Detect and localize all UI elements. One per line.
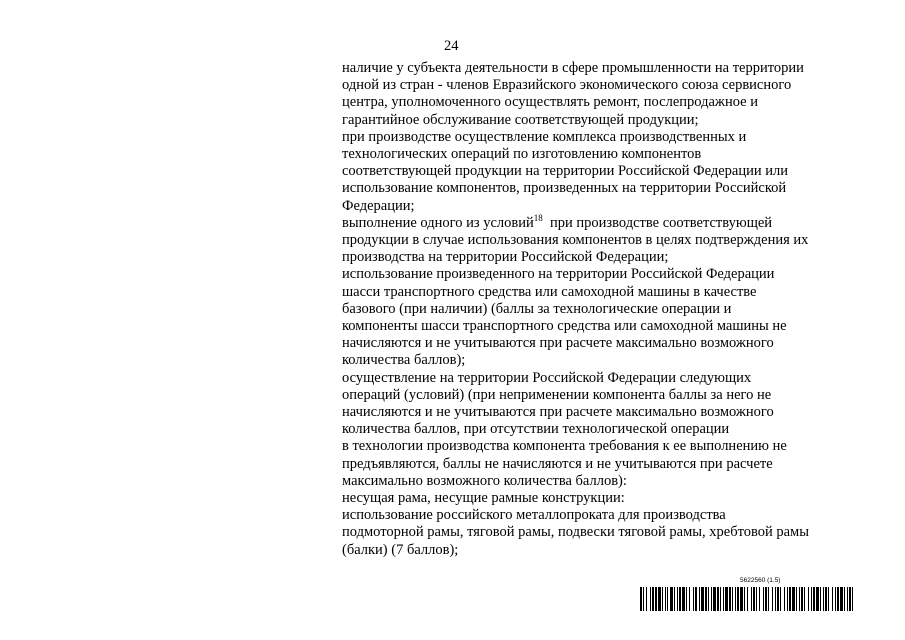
- text-line: начисляются и не учитываются при расчете максимально возможного: [342, 404, 774, 421]
- text-line: гарантийное обслуживание соответствующей продукции;: [342, 111, 699, 128]
- text-line: компоненты шасси транспортного средства или самоходной машины не: [342, 318, 787, 335]
- document-body: [342, 60, 842, 559]
- page-number: 24: [444, 38, 459, 54]
- footnote-mark: 18: [533, 212, 543, 223]
- barcode-bars: [640, 587, 856, 611]
- text-line: производства на территории Российской Федерации;: [342, 249, 669, 266]
- text-line: осуществление на территории Российской Федерации следующих: [342, 369, 752, 386]
- text-line: технологических операций по изготовлению компонентов: [342, 146, 702, 163]
- text-line: одной из стран - членов Евразийского экономического союза сервисного: [342, 77, 792, 94]
- text-line: подмоторной рамы, тяговой рамы, подвески тяговой рамы, хребтовой рамы: [342, 524, 809, 541]
- text-line: соответствующей продукции на территории Российской Федерации или: [342, 163, 788, 180]
- text-line: количества баллов);: [342, 352, 466, 369]
- text-line: использование компонентов, произведенных на территории Российской: [342, 180, 787, 197]
- text-line: в технологии производства компонента требования к ее выполнению не: [342, 438, 787, 455]
- text-line: предъявляются, баллы не начисляются и не учитываются при расчете: [342, 455, 773, 472]
- text-line: наличие у субъекта деятельности в сфере промышленности на территории: [342, 60, 804, 76]
- text-line: операций (условий) (при неприменении компонента баллы за него не: [342, 386, 772, 403]
- text-line: максимально возможного количества баллов):: [342, 472, 627, 489]
- footnote-line-end: при производстве соответствующей: [542, 214, 773, 231]
- text-line: базового (при наличии) (баллы за технологические операции и: [342, 300, 732, 317]
- barcode-caption: 5622560 (1.5): [740, 577, 781, 584]
- text-line: продукции в случае использования компонентов в целях подтверждения их: [342, 232, 809, 249]
- footnote-line-start: выполнение одного из условий: [342, 214, 534, 231]
- text-line: начисляются и не учитываются при расчете максимально возможного: [342, 335, 774, 352]
- text-line: при производстве осуществление комплекса производственных и: [342, 128, 747, 145]
- text-line: несущая рама, несущие рамные конструкции:: [342, 490, 625, 507]
- text-line: (балки) (7 баллов);: [342, 541, 459, 558]
- text-line: использование российского металлопроката для производства: [342, 507, 726, 524]
- footnote-line: [342, 212, 842, 232]
- text-line: использование произведенного на территории Российской Федерации: [342, 266, 775, 283]
- text-line: центра, уполномоченного осуществлять ремонт, послепродажное и: [342, 94, 758, 111]
- text-line: количества баллов, при отсутствии технологической операции: [342, 421, 730, 438]
- text-line: шасси транспортного средства или самоходной машины в качестве: [342, 283, 757, 300]
- text-line: Федерации;: [342, 197, 415, 214]
